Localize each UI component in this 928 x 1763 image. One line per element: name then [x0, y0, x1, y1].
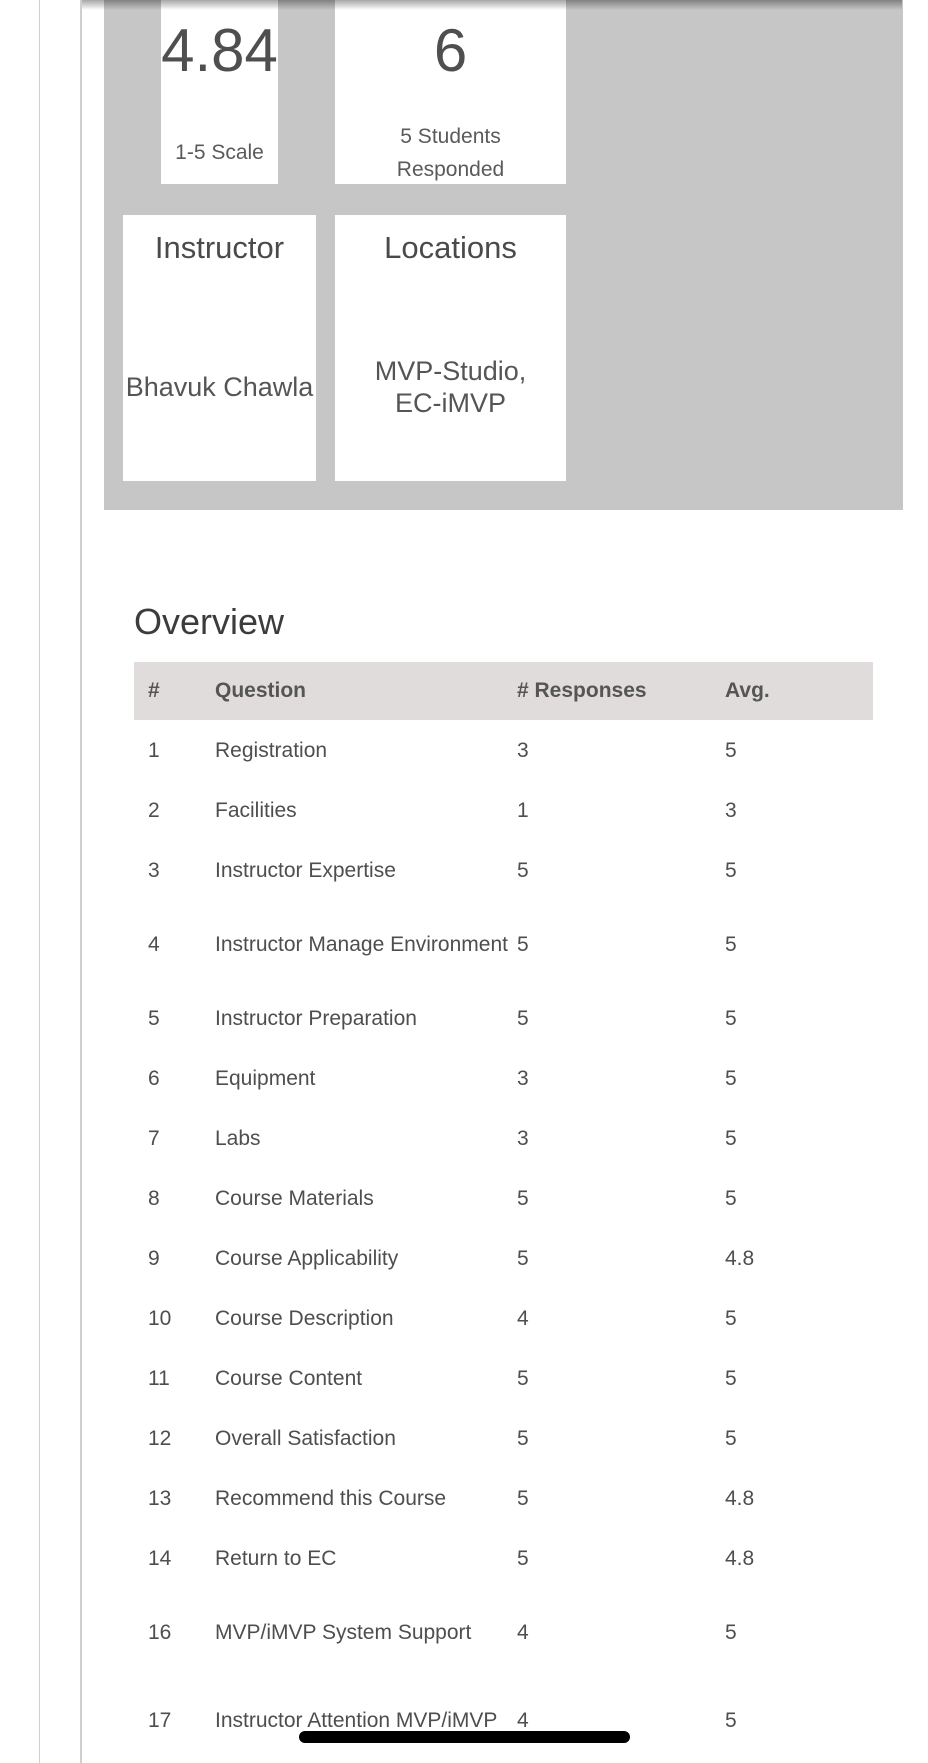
home-indicator[interactable] — [299, 1731, 630, 1743]
row-responses: 4 — [517, 1708, 529, 1732]
row-number: 2 — [148, 798, 160, 822]
column-header-responses: # Responses — [517, 662, 725, 720]
row-avg: 4.8 — [725, 1246, 755, 1270]
score-scale-label: 1-5 Scale — [175, 141, 264, 164]
table-row — [134, 1528, 873, 1588]
row-number: 11 — [148, 1366, 170, 1390]
row-responses: 3 — [517, 1066, 529, 1090]
row-question: Labs — [215, 1126, 261, 1150]
table-row — [134, 1348, 873, 1408]
row-avg: 5 — [725, 1006, 737, 1030]
table-row — [134, 1408, 873, 1468]
column-header-number: # — [134, 662, 215, 720]
row-question: Equipment — [215, 1066, 316, 1090]
row-avg: 5 — [725, 932, 737, 956]
locations-value-line2: EC-iMVP — [394, 388, 506, 418]
row-number: 4 — [148, 932, 160, 956]
row-responses: 3 — [517, 738, 529, 762]
row-number: 6 — [148, 1066, 160, 1090]
score-card — [161, 0, 278, 184]
row-avg: 5 — [725, 1708, 737, 1732]
score-value: 4.84 — [161, 17, 278, 84]
row-question: Course Materials — [215, 1186, 374, 1210]
row-avg: 5 — [725, 858, 737, 882]
row-question: Instructor Attention MVP/iMVP — [215, 1708, 498, 1732]
row-responses: 5 — [517, 1246, 529, 1270]
row-number: 3 — [148, 858, 160, 882]
locations-value — [335, 355, 566, 419]
overview-title: Overview — [134, 601, 285, 642]
row-responses: 5 — [517, 932, 529, 956]
locations-card — [335, 215, 566, 481]
table-row — [134, 1168, 873, 1228]
row-number: 12 — [148, 1426, 172, 1450]
row-responses: 5 — [517, 858, 529, 882]
row-responses: 4 — [517, 1620, 529, 1644]
row-question: Instructor Expertise — [215, 858, 396, 882]
responses-label-line2: Responded — [396, 158, 505, 181]
row-responses: 5 — [517, 1546, 529, 1570]
row-question: Instructor Manage Environment — [215, 932, 508, 956]
table-header-row — [134, 662, 873, 720]
row-avg: 4.8 — [725, 1486, 755, 1510]
locations-title: Locations — [384, 230, 517, 265]
table-row — [134, 1108, 873, 1168]
overview-table — [134, 662, 873, 1763]
row-number: 16 — [148, 1620, 172, 1644]
row-question: Course Content — [215, 1366, 363, 1390]
row-number: 7 — [148, 1126, 160, 1150]
responses-label — [335, 120, 566, 186]
row-responses: 5 — [517, 1426, 529, 1450]
row-question: Course Applicability — [215, 1246, 399, 1270]
row-responses: 5 — [517, 1186, 529, 1210]
row-responses: 3 — [517, 1126, 529, 1150]
row-responses: 5 — [517, 1486, 529, 1510]
table-row — [134, 1228, 873, 1288]
responses-card — [335, 0, 566, 184]
row-avg: 5 — [725, 1366, 737, 1390]
table-row — [134, 1468, 873, 1528]
row-avg: 5 — [725, 1126, 737, 1150]
row-question: Instructor Preparation — [215, 1006, 417, 1030]
row-number: 13 — [148, 1486, 172, 1510]
row-number: 5 — [148, 1006, 160, 1030]
header-shadow — [82, 0, 902, 10]
row-question: Registration — [215, 738, 328, 762]
table-row — [134, 1676, 873, 1763]
row-avg: 5 — [725, 1186, 737, 1210]
row-question: Overall Satisfaction — [215, 1426, 396, 1450]
row-number: 8 — [148, 1186, 160, 1210]
table-row — [134, 720, 873, 780]
content-border-left — [80, 0, 82, 1763]
row-number: 1 — [148, 738, 160, 762]
row-number: 14 — [148, 1546, 172, 1570]
instructor-card — [123, 215, 316, 481]
row-avg: 5 — [725, 1066, 737, 1090]
row-number: 10 — [148, 1306, 172, 1330]
page-border-left — [39, 0, 40, 1763]
table-row — [134, 988, 873, 1048]
table-row — [134, 1048, 873, 1108]
table-row — [134, 900, 873, 988]
row-question: Return to EC — [215, 1546, 337, 1570]
responses-value: 6 — [433, 17, 468, 84]
row-responses: 4 — [517, 1306, 529, 1330]
table-row — [134, 780, 873, 840]
row-avg: 3 — [725, 798, 737, 822]
row-responses: 5 — [517, 1366, 529, 1390]
row-avg: 5 — [725, 738, 737, 762]
locations-value-line1: MVP-Studio, — [374, 356, 527, 386]
row-question: Course Description — [215, 1306, 394, 1330]
table-row — [134, 840, 873, 900]
instructor-title: Instructor — [154, 230, 285, 265]
responses-label-line1: 5 Students — [400, 125, 501, 148]
row-question: Facilities — [215, 798, 297, 822]
row-question: Recommend this Course — [215, 1486, 447, 1510]
column-header-question: Question — [215, 662, 517, 720]
table-row — [134, 1288, 873, 1348]
table-row — [134, 1588, 873, 1676]
row-avg: 5 — [725, 1306, 737, 1330]
row-avg: 5 — [725, 1426, 737, 1450]
row-number: 17 — [148, 1708, 172, 1732]
row-responses: 1 — [517, 798, 529, 822]
row-number: 9 — [148, 1246, 160, 1270]
row-avg: 4.8 — [725, 1546, 755, 1570]
column-header-avg: Avg. — [725, 662, 873, 720]
row-responses: 5 — [517, 1006, 529, 1030]
row-avg: 5 — [725, 1620, 737, 1644]
instructor-name: Bhavuk Chawla — [125, 372, 314, 402]
row-question: MVP/iMVP System Support — [215, 1620, 472, 1644]
